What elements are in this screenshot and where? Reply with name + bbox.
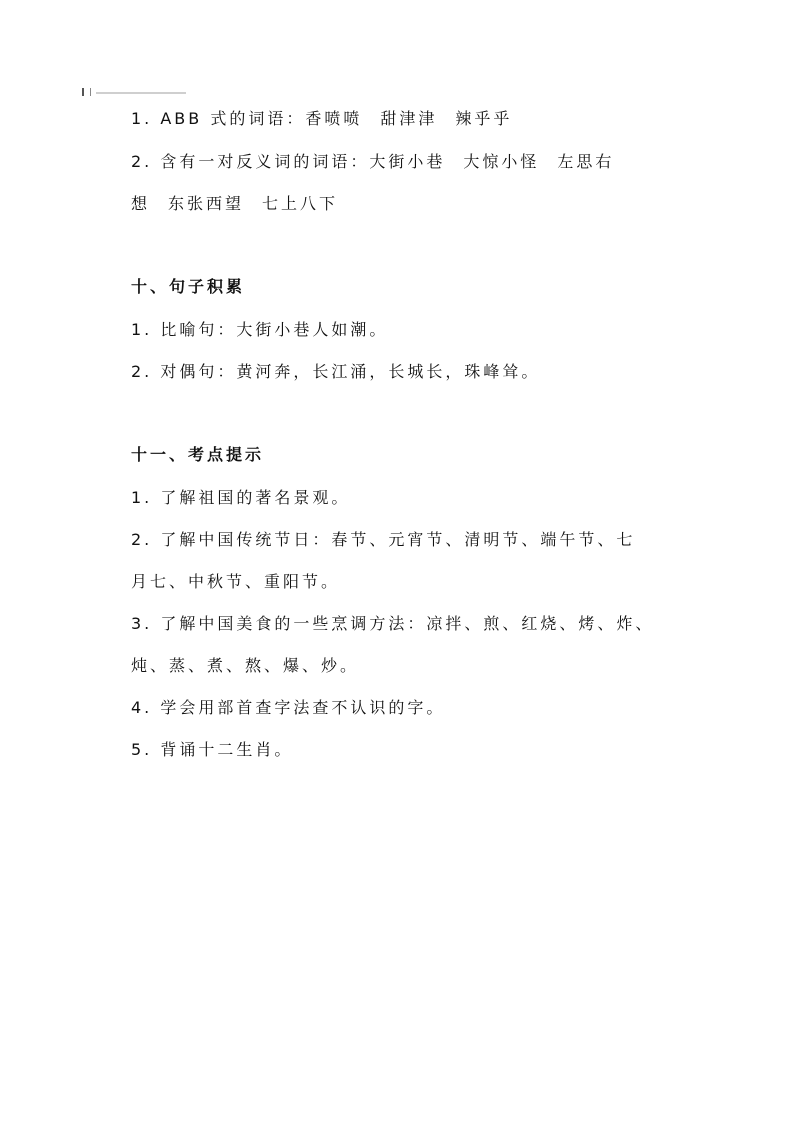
section-heading-exam-tips: 十一、考点提示 — [131, 445, 265, 464]
item-number: 1. — [131, 109, 153, 128]
item-label: ABB 式的词语： — [160, 109, 306, 128]
word: 左思右 — [557, 152, 615, 171]
word: 大惊小怪 — [463, 152, 540, 171]
header-mark — [82, 88, 91, 96]
tip-2-line-2: 月七、中秋节、重阳节。 — [131, 572, 341, 591]
antonym-words-line-1 — [131, 152, 691, 172]
word: 甜津津 — [380, 109, 438, 128]
simile-sentence: 1. 比喻句：大街小巷人如潮。 — [131, 320, 389, 339]
word: 辣乎乎 — [455, 109, 513, 128]
item-number: 2. — [131, 152, 153, 171]
parallel-sentence: 2. 对偶句：黄河奔，长江涌，长城长，珠峰耸。 — [131, 362, 541, 381]
word: 香喷喷 — [305, 109, 363, 128]
item-label: 含有一对反义词的词语： — [160, 152, 370, 171]
tip-3-line-1: 3. 了解中国美食的一些烹调方法：凉拌、煎、红烧、烤、炸、 — [131, 614, 655, 633]
tip-2-line-1: 2. 了解中国传统节日：春节、元宵节、清明节、端午节、七 — [131, 530, 636, 549]
tip-1: 1. 了解祖国的著名景观。 — [131, 488, 351, 507]
section-heading-sentences: 十、句子积累 — [131, 277, 246, 296]
tip-3-line-2: 炖、蒸、煮、熬、爆、炒。 — [131, 656, 360, 675]
abb-words-line — [131, 109, 691, 129]
word: 七上八下 — [262, 194, 339, 213]
antonym-words-line-2 — [131, 194, 691, 214]
tip-5: 5. 背诵十二生肖。 — [131, 740, 294, 759]
word: 想 — [131, 194, 151, 213]
header-smudge — [96, 92, 186, 94]
tip-4: 4. 学会用部首查字法查不认识的字。 — [131, 698, 446, 717]
word: 大街小巷 — [369, 152, 446, 171]
word: 东张西望 — [168, 194, 245, 213]
